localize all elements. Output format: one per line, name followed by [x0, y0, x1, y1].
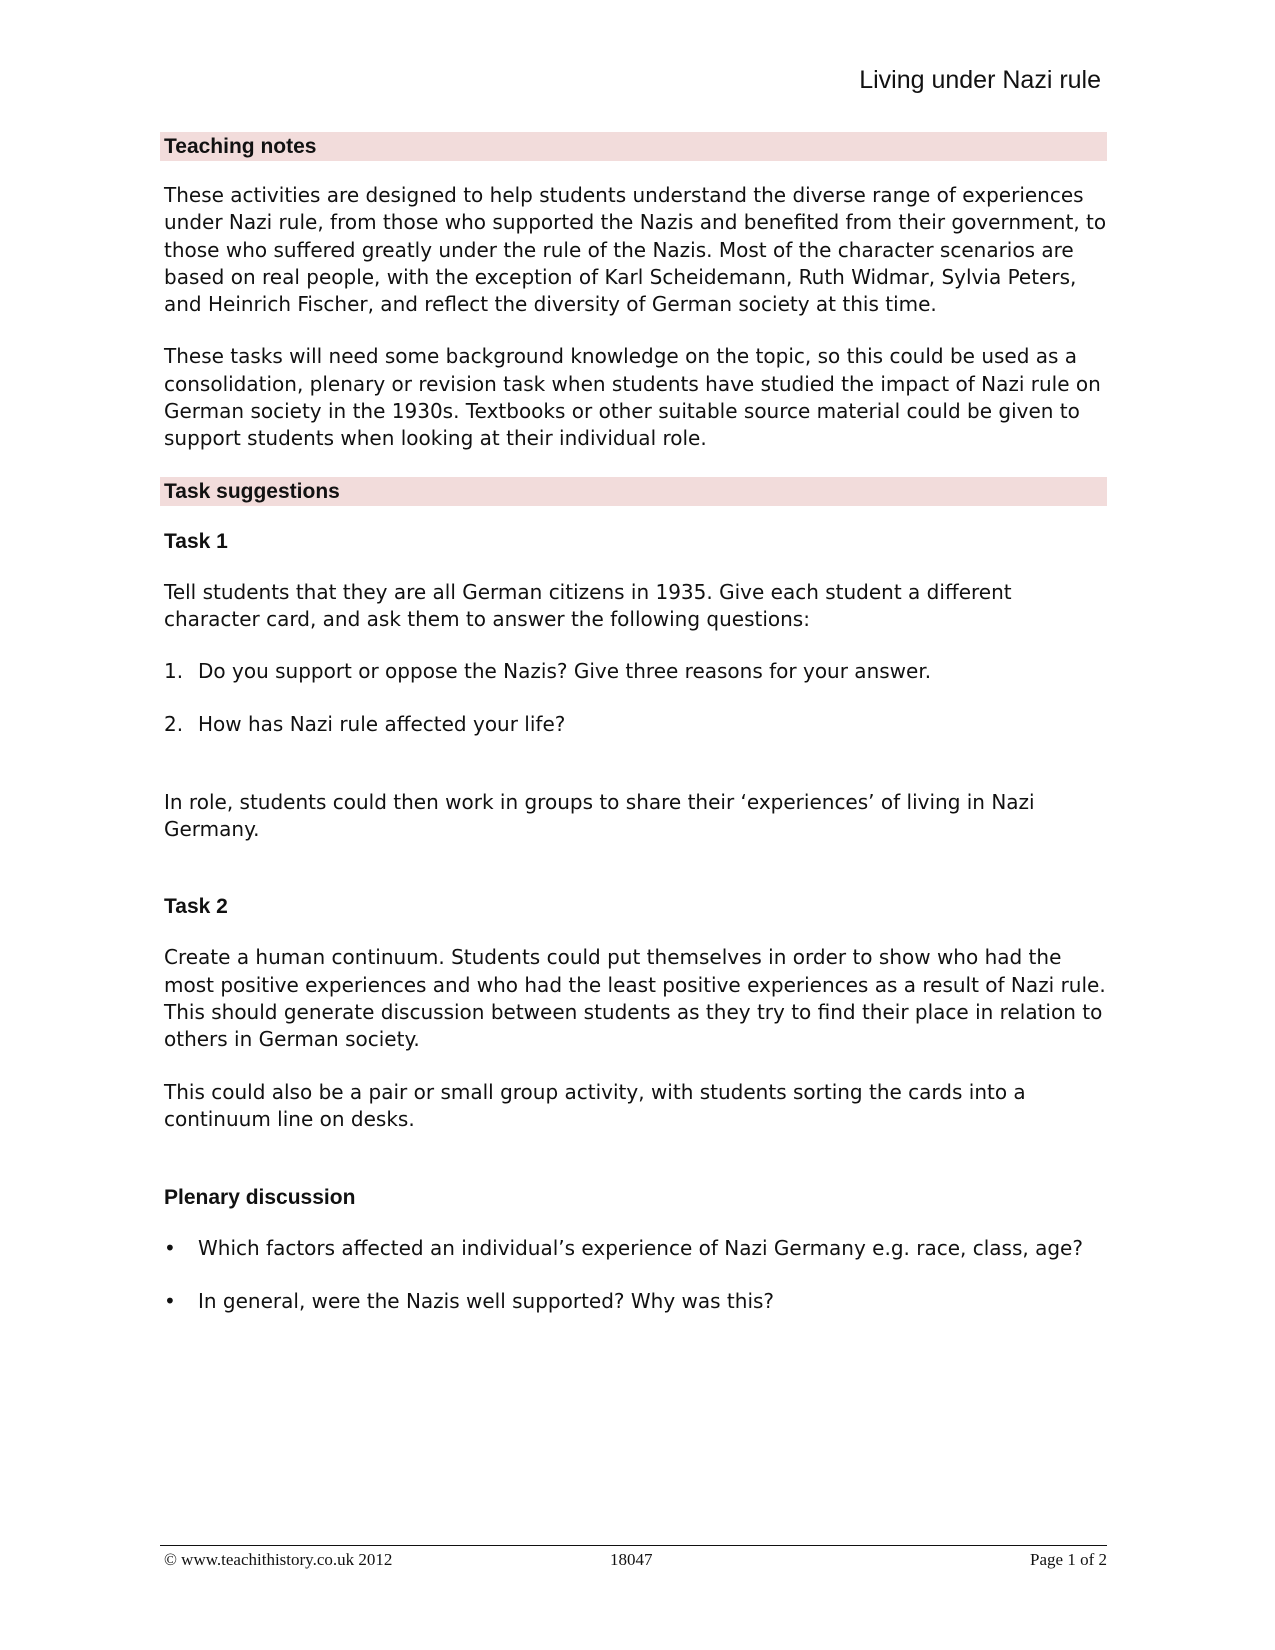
- task-2-heading: Task 2: [164, 895, 228, 919]
- task-1-outro: In role, students could then work in groups to share their ‘experiences’ of living in Nazi Germany.: [164, 789, 1035, 842]
- list-item-text: In general, were the Nazis well supported? Why was this?: [198, 1288, 775, 1313]
- list-item: [160, 1288, 1107, 1315]
- task-2-paragraph-2: This could also be a pair or small group activity, with students sorting the cards into a continuum line on desks.: [164, 1079, 1026, 1131]
- list-item: [160, 658, 1107, 685]
- page-title: Living under Nazi rule: [859, 66, 1101, 94]
- teaching-notes-paragraph-2: These tasks will need some background knowledge on the topic, so this could be used as a consolidation, plenary or revision task when students have studied the impact of Nazi rule on German society in the 1930s. Textbooks or other suitable source material could be given to support students when looking at their individual role.: [164, 344, 1101, 451]
- task-1-heading: Task 1: [164, 529, 228, 553]
- list-marker: 1.: [164, 659, 184, 684]
- task-2-paragraph-1: Create a human continuum. Students could put themselves in order to show who had the most positive experiences and who had the least positive experiences as a result of Nazi rule. This should generate discussion between students as they try to find their place in relation to others in German society.: [164, 945, 1106, 1052]
- list-marker: 2.: [164, 711, 184, 736]
- section-heading-teaching-notes: Teaching notes: [160, 132, 1107, 161]
- footer-page-number: Page 1 of 2: [1030, 1550, 1107, 1569]
- bullet-marker: •: [164, 1236, 176, 1261]
- list-item-text: How has Nazi rule affected your life?: [198, 711, 566, 736]
- list-item: [160, 1235, 1107, 1262]
- footer-copyright: © www.teachithistory.co.uk 2012: [164, 1550, 393, 1569]
- document-body: [160, 132, 1107, 1315]
- plenary-discussion-heading: Plenary discussion: [164, 1186, 356, 1210]
- list-item-text: Do you support or oppose the Nazis? Give three reasons for your answer.: [198, 659, 932, 684]
- task-1-intro: Tell students that they are all German citizens in 1935. Give each student a different character card, and ask them to answer the following questions:: [164, 579, 1012, 631]
- bullet-marker: •: [164, 1288, 176, 1313]
- section-heading-task-suggestions: Task suggestions: [160, 477, 1107, 506]
- list-item: [160, 711, 1107, 738]
- page-footer: [160, 1545, 1107, 1575]
- teaching-notes-paragraph-1: These activities are designed to help students understand the diverse range of experiences under Nazi rule, from those who supported the Nazis and benefited from their government, to those who suffered greatly under the rule of the Nazis. Most of the character scenarios are based on real people, with the exception of Karl Scheidemann, Ruth Widmar, Sylvia Peters, and Heinrich Fischer, and reflect the diversity of German society at this time.: [164, 183, 1107, 317]
- footer-resource-code: 18047: [610, 1550, 653, 1569]
- list-item-text: Which factors affected an individual’s experience of Nazi Germany e.g. race, class, age?: [198, 1236, 1083, 1261]
